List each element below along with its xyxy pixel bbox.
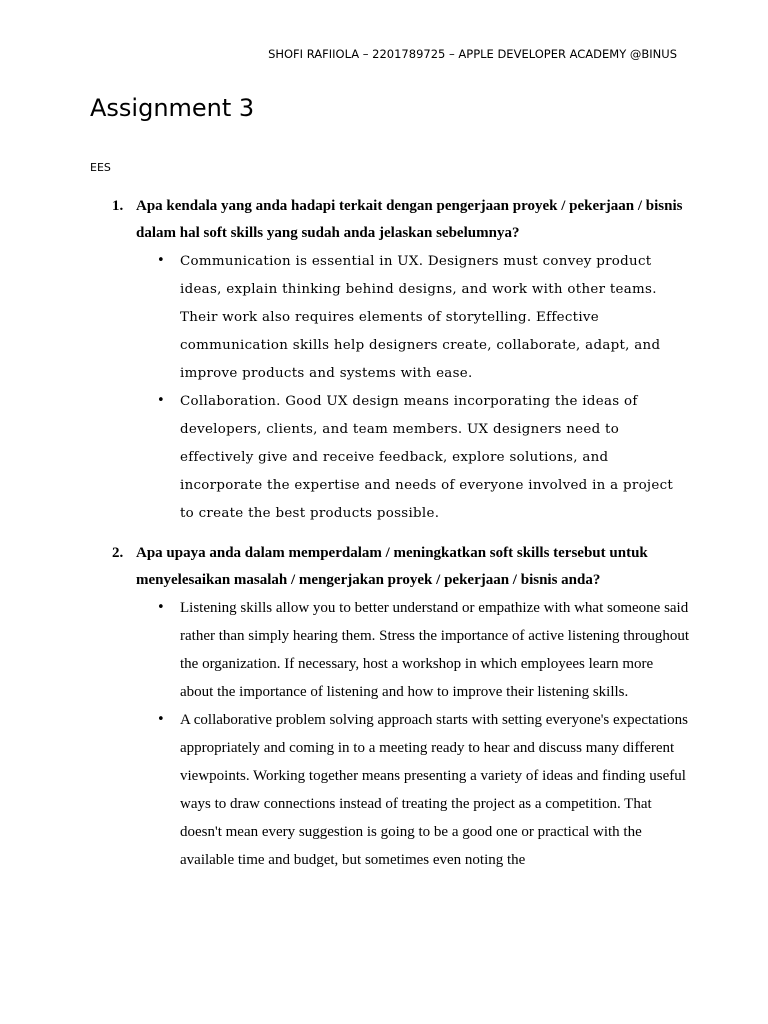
bullet-text: Communication is essential in UX. Designers must convey product ideas, explain thinking behind designs, and work with other teams. Their work also requires elements of storytelling. Effective communication skills help designers create, collaborate, adapt, and improve products and systems with ease. — [180, 254, 661, 381]
bullet-icon: • — [157, 253, 165, 268]
list-item — [90, 594, 690, 706]
question-1-number: 1. — [112, 198, 124, 214]
page-header: SHOFI RAFIIOLA – 2201789725 – APPLE DEVELOPER ACADEMY @BINUS — [268, 47, 677, 61]
question-2-text: Apa upaya anda dalam memperdalam / meningkatkan soft skills tersebut untuk menyelesaikan masalah / mengerjakan proyek / pekerjaan / bisnis anda? — [136, 545, 648, 588]
question-2-number: 2. — [112, 545, 124, 561]
question-1-text: Apa kendala yang anda hadapi terkait dengan pengerjaan proyek / pekerjaan / bisnis dalam hal soft skills yang sudah anda jelaskan sebelumnya? — [136, 198, 683, 241]
question-2 — [90, 540, 690, 874]
list-item — [90, 247, 690, 387]
section-label: EES — [90, 161, 111, 174]
list-item — [90, 706, 690, 874]
bullet-icon: • — [157, 600, 165, 615]
page-title: Assignment 3 — [90, 94, 255, 122]
bullet-icon: • — [157, 393, 165, 408]
bullet-text: Listening skills allow you to better understand or empathize with what someone said rather than simply hearing them. Stress the importance of active listening throughout the organization. If necessary, host a workshop in which employees learn more about the importance of listening and how to improve their listening skills. — [180, 600, 690, 700]
bullet-text: A collaborative problem solving approach starts with setting everyone's expectations appropriately and coming in to a meeting ready to hear and discuss many different viewpoints. Working together means presenting a variety of ideas and finding useful ways to draw connections instead of treating the project as a competition. That doesn't mean every suggestion is going to be a good one or practical with the available time and budget, but sometimes even noting the — [180, 712, 688, 868]
bullet-text: Collaboration. Good UX design means incorporating the ideas of developers, clients, and team members. UX designers need to effectively give and receive feedback, explore solutions, and incorporate the expertise and needs of everyone involved in a project to create the best products possible. — [180, 394, 674, 521]
question-1 — [90, 193, 690, 527]
question-1-bullet-list — [90, 247, 690, 527]
bullet-icon: • — [157, 712, 165, 727]
question-2-heading — [90, 540, 690, 594]
question-1-heading — [90, 193, 690, 247]
list-item — [90, 387, 690, 527]
question-2-bullet-list — [90, 594, 690, 874]
